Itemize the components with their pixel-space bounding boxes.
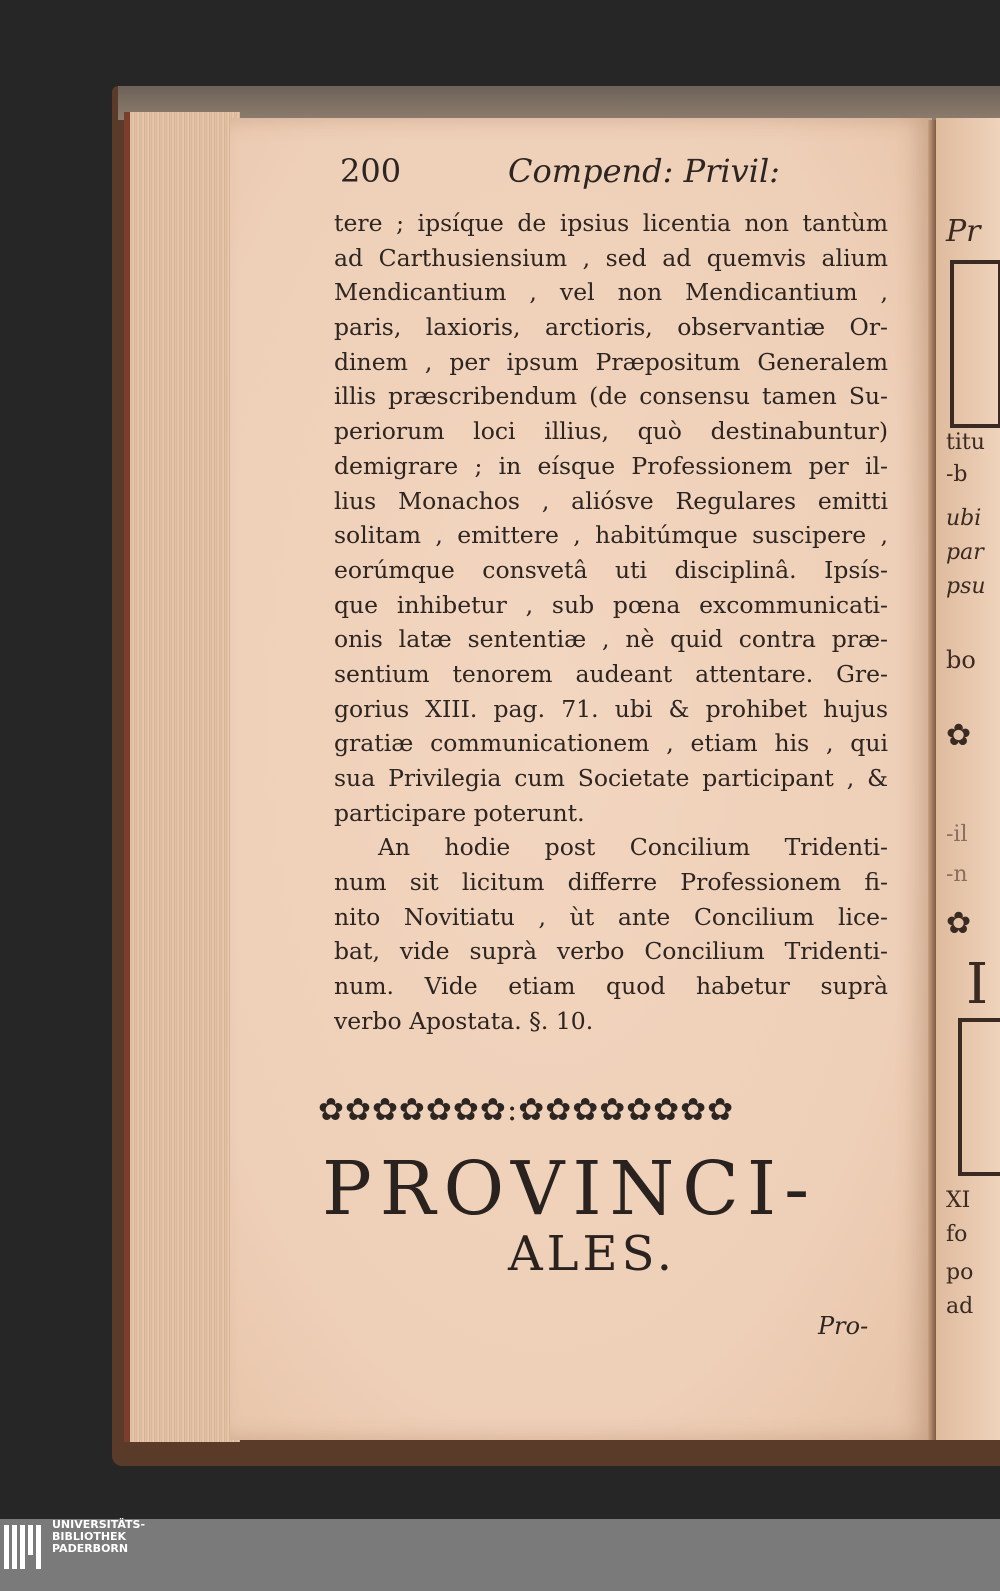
facing-text-fragment: ubi bbox=[946, 506, 982, 531]
section-heading-line2: ALES. bbox=[508, 1226, 677, 1282]
text-line: tere ; ipsíque de ipsius licentia non tantùm bbox=[334, 209, 888, 237]
text-line: lius Monachos , aliósve Regulares emitti bbox=[334, 486, 888, 515]
logo-line: UNIVERSITÄTS- bbox=[52, 1518, 146, 1531]
logo-line: BIBLIOTHEK bbox=[52, 1530, 127, 1543]
facing-text-fragment: XI bbox=[946, 1188, 971, 1213]
body-text bbox=[334, 206, 888, 1039]
facing-text-fragment: Pr bbox=[946, 214, 981, 249]
text-line: ad Carthusiensium , sed ad quemvis alium bbox=[334, 243, 888, 272]
book-cover-top-edge bbox=[118, 86, 1000, 120]
facing-text-fragment: psu bbox=[946, 574, 986, 599]
catchword: Pro- bbox=[818, 1312, 869, 1340]
facing-text-fragment: -il bbox=[946, 822, 968, 847]
text-line: eorúmque consvetâ uti disciplinâ. Ipsís- bbox=[334, 555, 888, 584]
text-line: Mendicantium , vel non Mendicantium , bbox=[334, 278, 888, 307]
facing-text-fragment: bo bbox=[946, 646, 976, 674]
page-fore-edge bbox=[124, 112, 240, 1442]
facing-text-fragment: fo bbox=[946, 1222, 968, 1247]
text-line: periorum loci illius, quò destinabuntur) bbox=[334, 417, 888, 446]
facing-text-fragment: I bbox=[966, 952, 989, 1017]
text-line: sentium tenorem audeant attentare. Gre- bbox=[334, 659, 888, 688]
text-line: onis latæ sententiæ , nè quid contra præ- bbox=[334, 625, 888, 654]
running-head bbox=[340, 152, 900, 196]
text-line: verbo Apostata. §. 10. bbox=[334, 1006, 594, 1035]
text-line: An hodie post Concilium Tridenti- bbox=[378, 833, 888, 862]
text-line: solitam , emittere , habitúmque suscipere , bbox=[334, 521, 888, 550]
facing-text-fragment: titu bbox=[946, 430, 985, 455]
page-number: 200 bbox=[340, 152, 402, 190]
text-line: num. Vide etiam quod habetur suprà bbox=[334, 972, 888, 1001]
logo-line: PADERBORN bbox=[52, 1542, 129, 1555]
text-line: num sit licitum differre Professionem fi- bbox=[334, 868, 888, 897]
text-line: illis præscribendum (de consensu tamen Su- bbox=[334, 382, 888, 411]
facing-text-fragment: -n bbox=[946, 862, 968, 887]
text-line: nito Novitiatu , ùt ante Concilium lice- bbox=[334, 902, 888, 931]
text-line: que inhibetur , sub pœna excommunicati- bbox=[334, 590, 888, 619]
facing-text-fragment: -b bbox=[946, 462, 968, 487]
facing-woodcut-frame bbox=[950, 260, 1000, 428]
text-line: sua Privilegia cum Societate participant , & bbox=[334, 764, 888, 792]
text-line: bat, vide suprà verbo Concilium Tridenti- bbox=[334, 937, 888, 966]
facing-page-fragment bbox=[936, 118, 1000, 1440]
ornament-band: ✿✿✿✿✿✿✿:✿✿✿✿✿✿✿✿ bbox=[318, 1092, 735, 1128]
running-title: Compend: Privil: bbox=[508, 152, 780, 190]
text-line: gorius XIII. pag. 71. ubi & prohibet hujus bbox=[334, 694, 888, 723]
facing-text-fragment: po bbox=[946, 1260, 974, 1285]
text-line: gratiæ communicationem , etiam his , qui bbox=[334, 729, 888, 758]
facing-woodcut-frame bbox=[958, 1018, 1000, 1176]
text-line: demigrare ; in eísque Professionem per il- bbox=[334, 451, 888, 480]
text-line: participare poterunt. bbox=[334, 798, 585, 827]
facing-text-fragment: ad bbox=[946, 1294, 974, 1319]
library-footer bbox=[0, 1519, 1000, 1591]
facing-ornament: ✿ bbox=[946, 906, 972, 941]
facing-ornament: ✿ bbox=[946, 718, 972, 753]
library-logo-icon bbox=[4, 1525, 48, 1569]
library-logo-text bbox=[52, 1519, 145, 1555]
text-line: dinem , per ipsum Præpositum Generalem bbox=[334, 347, 888, 376]
facing-text-fragment: par bbox=[946, 540, 984, 565]
section-heading-line1: PROVINCI- bbox=[322, 1146, 818, 1232]
text-line: paris, laxioris, arctioris, observantiæ Or- bbox=[334, 313, 888, 342]
